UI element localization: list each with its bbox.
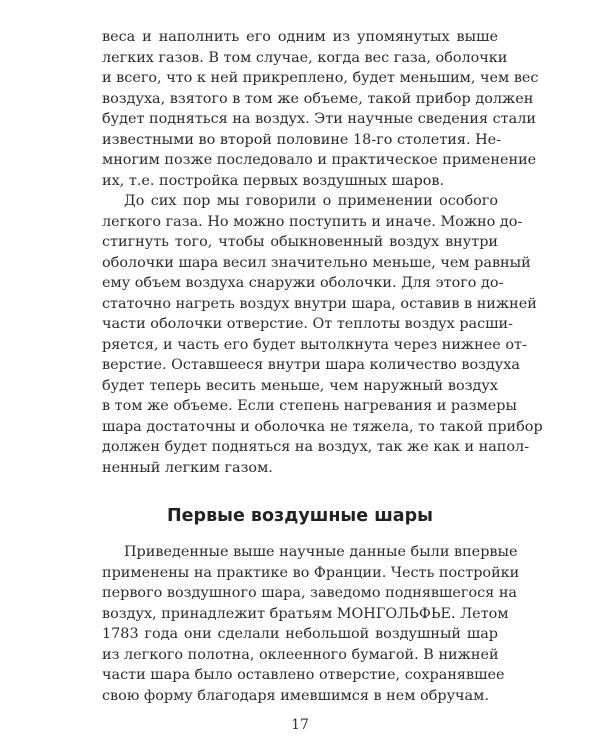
text-line: свою форму благодаря имевшимся в нем обручам. (102, 687, 489, 704)
text-line: стигнуть того, чтобы обыкновенный воздух внутри (102, 234, 498, 250)
text-line: Приведенные выше научные данные были впервые (124, 544, 518, 560)
text-line: будет теперь весить меньше, чем наружный воздух (102, 377, 498, 394)
page-number: 17 (291, 717, 309, 733)
text-line: их, т.е. постройка первых воздушных шаров. (102, 172, 445, 189)
text-line: статочно нагреть воздух внутри шара, оставив в нижней (102, 295, 537, 312)
text-line: 1783 года они сделали небольшой воздушный шар (102, 626, 498, 642)
body-text-lower (102, 542, 520, 706)
paragraph-1 (102, 27, 539, 191)
text-line: применены на практике во Франции. Честь постройки (102, 564, 520, 581)
text-line: шара достаточны и оболочка не тяжела, то такой прибор (102, 418, 543, 435)
text-line: первого воздушного шара, заведомо поднявшегося на (102, 585, 517, 601)
text-line: многим позже последовало и практическое применение (102, 152, 537, 168)
paragraph-3 (102, 542, 520, 706)
text-line: из легкого полотна, оклеенного бумагой. В нижней (102, 646, 499, 663)
text-line: части оболочки отверстие. От теплоты воздух расши- (102, 316, 513, 332)
paragraph-2 (102, 191, 543, 478)
text-line: и всего, что к ней прикреплено, будет меньшим, чем вес (102, 70, 539, 86)
text-line: ему объем воздуха снаружи оболочки. Для этого до- (102, 275, 504, 291)
body-text-upper (102, 27, 543, 478)
text-line: в том же объеме. Если степень нагревания и размеры (102, 398, 517, 414)
text-line: легких газов. В том случае, когда вес газа, оболочки (102, 49, 508, 66)
text-line: легкого газа. Но можно поступить и иначе. Можно до- (102, 213, 523, 230)
text-line: воздуха, взятого в том же объеме, такой прибор должен (102, 90, 534, 107)
text-line: известными во второй половине 18-го столетия. Не- (102, 131, 502, 148)
text-line: веса и наполнить его одним из упомянутых выше (102, 29, 498, 45)
section-heading: Первые воздушные шары (167, 506, 433, 526)
text-line: части шара было оставлено отверстие, сохранявшее (102, 667, 505, 683)
text-line: верстие. Оставшееся внутри шара количество воздуха (102, 357, 520, 373)
text-line: будет подняться на воздух. Эти научные сведения стали (102, 111, 536, 127)
text-line: воздух, принадлежит братьям МОНГОЛЬФЬЕ. Летом (102, 605, 509, 622)
text-line: должен будет подняться на воздух, так же как и напол- (102, 439, 530, 455)
text-line: оболочки шара весил значительно меньше, чем равный (102, 254, 531, 271)
text-line: До сих пор мы говорили о применении особого (124, 193, 498, 209)
text-line: ряется, и часть его будет вытолкнута через нижнее от- (102, 336, 527, 353)
text-line: ненный легким газом. (102, 459, 273, 476)
